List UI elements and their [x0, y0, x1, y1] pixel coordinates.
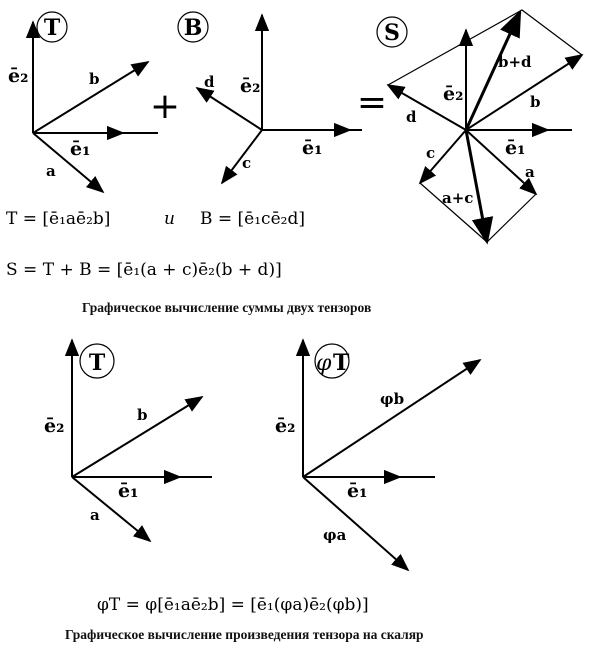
- panel-t-bottom-label: T: [88, 350, 106, 376]
- label-a: a: [46, 162, 56, 180]
- panel-phi-t-label: T: [333, 350, 350, 376]
- label-e2-b: ē₂: [240, 75, 261, 97]
- label-b-plus-d: b+d: [498, 53, 532, 71]
- label-c-s: c: [426, 144, 436, 162]
- equals-sign: =: [356, 82, 388, 123]
- label-b: b: [89, 70, 100, 88]
- label-e2-t2: ē₂: [44, 415, 65, 437]
- vector-a: [33, 133, 103, 192]
- panel-s-label: S: [384, 20, 400, 46]
- panel-phi-prefix: φ: [316, 351, 332, 376]
- panel-phi-t: [275, 340, 480, 570]
- panel-t-bottom: [44, 340, 212, 541]
- label-a-plus-c: a+c: [442, 189, 474, 207]
- label-e2: ē₂: [8, 65, 29, 87]
- panel-s: [377, 10, 582, 242]
- label-e2-s: ē₂: [443, 83, 464, 105]
- label-phi-a: φa: [323, 526, 347, 544]
- panel-t-label: T: [43, 15, 61, 41]
- caption-sum: Графическое вычисление суммы двух тензоров: [82, 300, 372, 315]
- label-d-s: d: [406, 108, 417, 126]
- panel-b-label: B: [183, 15, 203, 41]
- label-a-t2: a: [90, 506, 100, 524]
- caption-product: Графическое вычисление произведения тензора на скаляр: [65, 627, 424, 642]
- panel-b: [178, 12, 362, 183]
- panel-t-top: [8, 12, 158, 192]
- label-e1-s: ē₁: [505, 137, 526, 159]
- label-e1-phi: ē₁: [347, 480, 368, 502]
- label-e1-t2: ē₁: [118, 480, 139, 502]
- formula-separator: и: [164, 209, 175, 229]
- formula-b: B = [ē₁cē₂d]: [200, 209, 305, 229]
- formula-t: T = [ē₁aē₂b]: [6, 209, 111, 229]
- label-e1-b: ē₁: [302, 137, 323, 159]
- formula-phi-t: φT = φ[ē₁aē₂b] = [ē₁(φa)ē₂(φb)]: [97, 595, 369, 615]
- label-d: d: [204, 73, 215, 91]
- formula-s: S = T + B = [ē₁(a + c)ē₂(b + d)]: [6, 260, 282, 280]
- plus-sign: +: [149, 86, 181, 127]
- label-e2-phi: ē₂: [275, 415, 296, 437]
- label-b-t2: b: [137, 406, 148, 424]
- label-c: c: [242, 154, 252, 172]
- label-phi-b: φb: [380, 390, 405, 408]
- label-b-s: b: [530, 93, 541, 111]
- label-a-s: a: [525, 163, 535, 181]
- label-e1: ē₁: [70, 138, 91, 160]
